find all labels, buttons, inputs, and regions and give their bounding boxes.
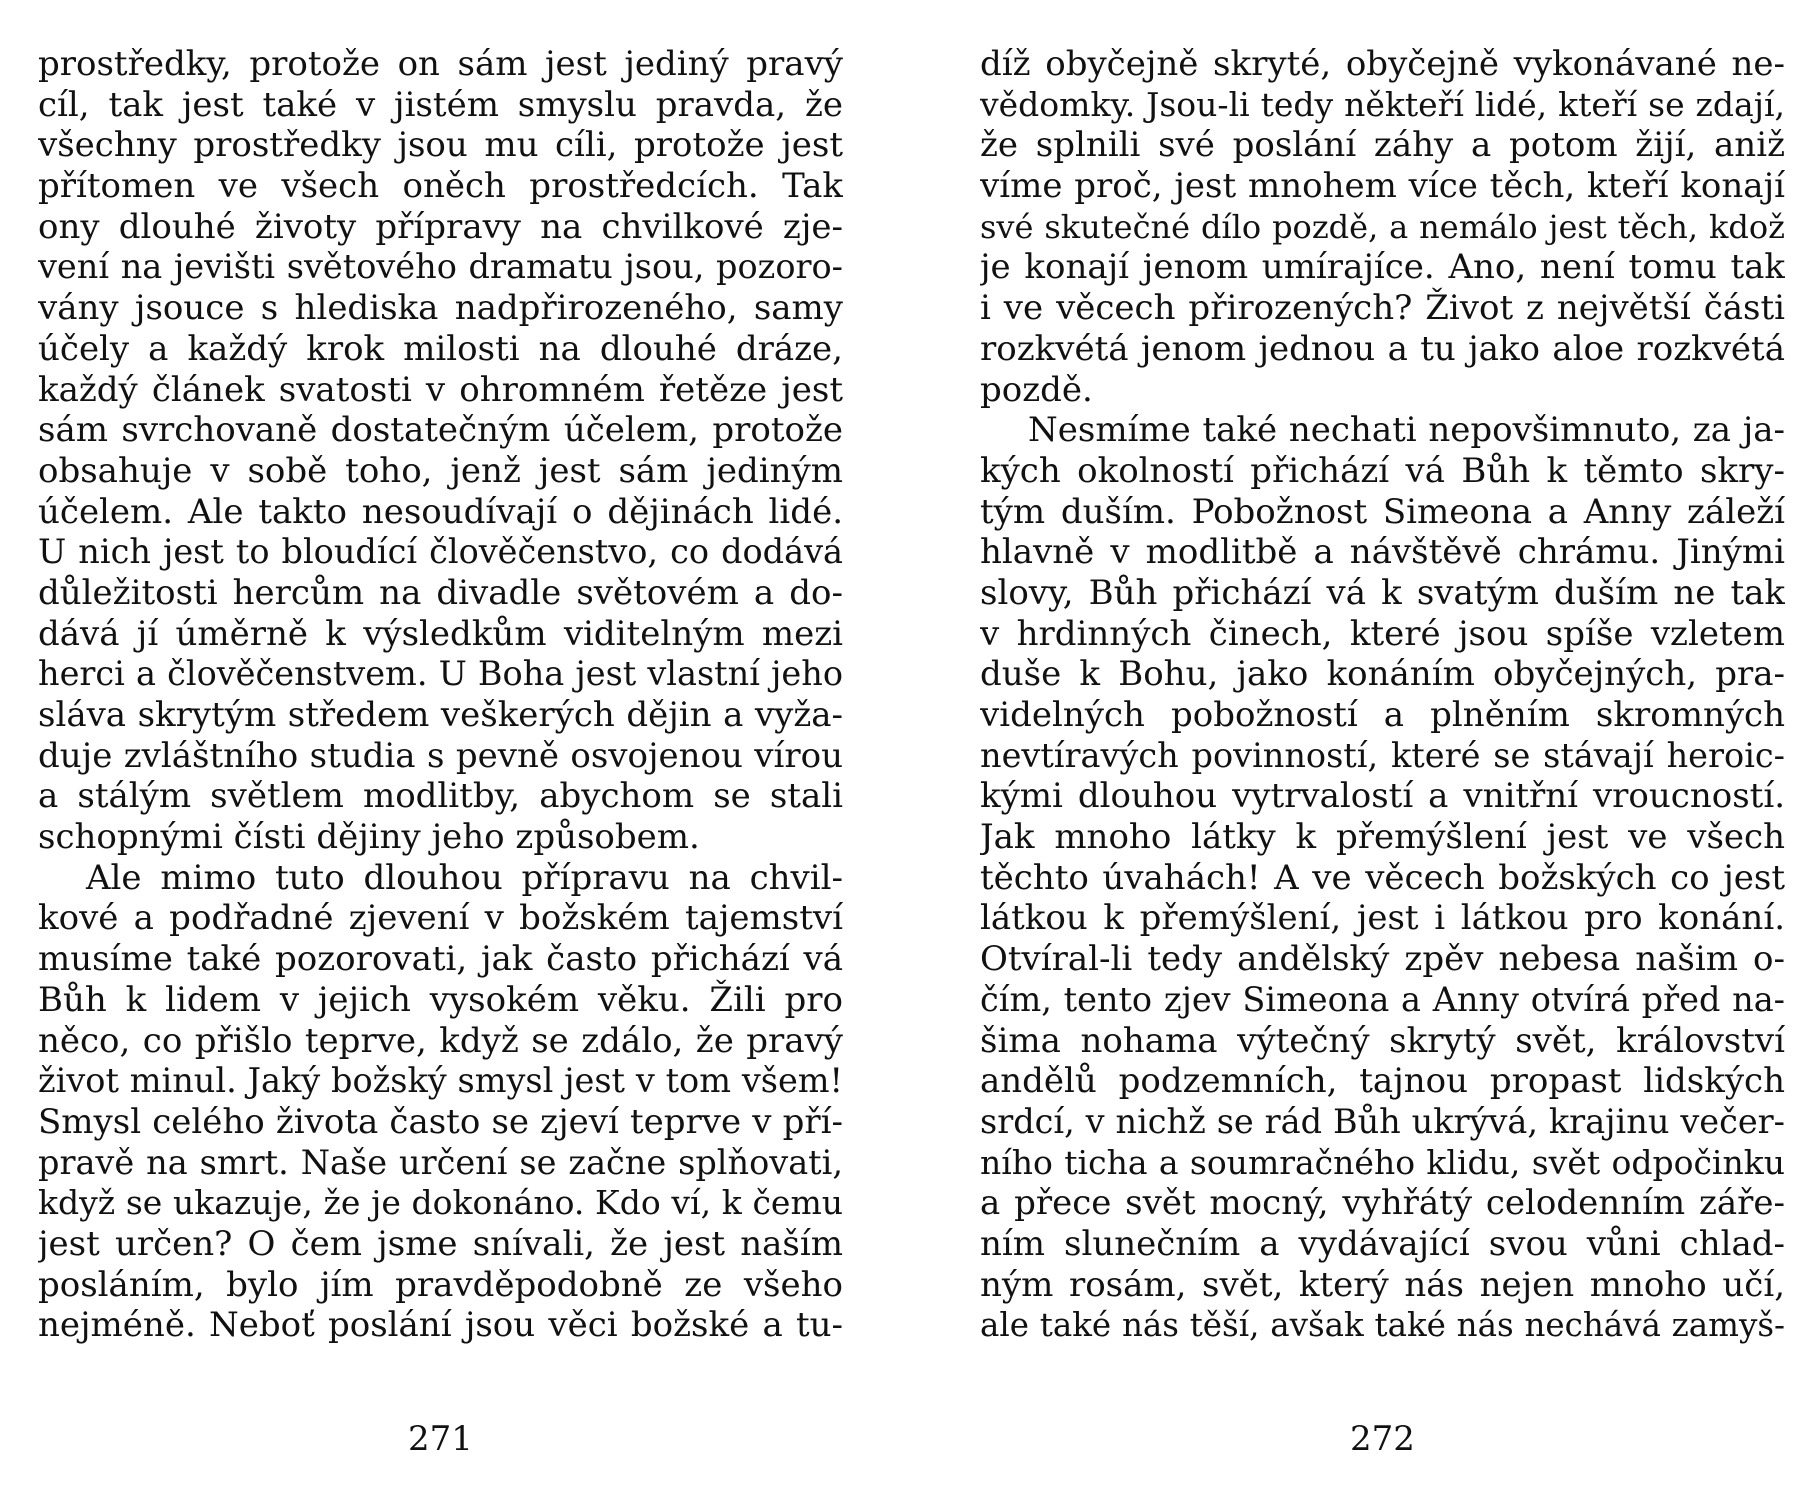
left-page-text: [38, 44, 843, 1369]
page-number: 271: [408, 1419, 473, 1459]
text-line: slovy, Bůh přichází vá k svatým duším ne tak: [980, 572, 1785, 613]
text-line: všechny prostředky jsou mu cíli, protože jest: [38, 125, 843, 166]
text-line: ale také nás těší, avšak také nás nechává zamyš-: [980, 1306, 1785, 1345]
text-line: a přece svět mocný, vyhřátý celodenním záře-: [980, 1183, 1785, 1224]
text-line: Ale mimo tuto dlouhou přípravu na chvil-: [86, 857, 843, 898]
text-line: kými dlouhou vytrvalostí a vnitřní vroucností.: [980, 776, 1785, 817]
text-line: srdcí, v nichž se rád Bůh ukrývá, krajinu večer-: [980, 1101, 1785, 1141]
text-line: účelem. Ale takto nesoudívají o dějinách lidé.: [38, 491, 843, 532]
text-line: důležitosti hercům na divadle světovém a do-: [38, 572, 843, 613]
text-line: rozkvétá jenom jednou a tu jako aloe rozkvétá: [980, 328, 1785, 369]
text-line: prostředky, protože on sám jest jediný pravý: [38, 44, 843, 84]
text-line: sláva skrytým středem veškerých dějin a vyža-: [38, 695, 843, 735]
text-line: účely a každý krok milosti na dlouhé dráze,: [38, 328, 843, 369]
text-line: Nesmíme také nechati nepovšimnuto, za ja-: [1028, 410, 1785, 451]
text-line: je konají jenom umírajíce. Ano, není tomu tak: [980, 247, 1785, 288]
text-line: nevtíravých povinností, které se stávají heroic-: [980, 735, 1785, 775]
text-line: sám svrchovaně dostatečným účelem, protože: [38, 410, 843, 451]
text-line: vení na jevišti světového dramatu jsou, pozoro-: [38, 247, 843, 287]
text-line: Jak mnoho látky k přemýšlení jest ve všech: [980, 817, 1785, 858]
text-line: vány jsouce s hlediska nadpřirozeného, samy: [38, 288, 843, 329]
text-line: ným rosám, svět, který nás nejen mnoho učí,: [980, 1264, 1785, 1305]
text-line: i ve věcech přirozených? Život z největší části: [980, 288, 1785, 329]
text-line: duše k Bohu, jako konáním obyčejných, pra-: [980, 654, 1785, 695]
text-line: nejméně. Neboť poslání jsou věci božské a tu-: [38, 1305, 843, 1346]
text-line: andělů podzemních, tajnou propast lidských: [980, 1061, 1785, 1102]
text-line: herci a člověčenstvem. U Boha jest vlastní jeho: [38, 654, 843, 694]
text-line: ním slunečním a vydávající svou vůni chlad-: [980, 1223, 1785, 1264]
text-line: něco, co přišlo teprve, když se zdálo, že pravý: [38, 1020, 843, 1061]
text-line: Smysl celého života často se zjeví teprve v pří-: [38, 1101, 843, 1142]
right-page: [980, 44, 1785, 1459]
text-line: šima nohama výtečný skrytý svět, království: [980, 1020, 1785, 1061]
text-line: pozdě.: [980, 369, 1093, 410]
text-line: díž obyčejně skryté, obyčejně vykonávané ne-: [980, 44, 1785, 84]
text-line: posláním, bylo jím pravděpodobně ze všeho: [38, 1264, 843, 1305]
text-line: víme proč, jest mnohem více těch, kteří konají: [980, 166, 1785, 207]
text-line: videlných pobožností a plněním skromných: [980, 695, 1785, 735]
text-line: kové a podřadné zjevení v božském tajemství: [38, 898, 843, 939]
text-line: a stálým světlem modlitby, abychom se stali: [38, 776, 843, 817]
text-line: v hrdinných činech, které jsou spíše vzletem: [980, 613, 1785, 654]
text-line: Bůh k lidem v jejich vysokém věku. Žili pro: [38, 979, 843, 1020]
text-line: jest určen? O čem jsme snívali, že jest naším: [38, 1223, 843, 1264]
text-line: cíl, tak jest také v jistém smyslu pravda, že: [38, 84, 843, 125]
text-line: čím, tento zjev Simeona a Anny otvírá před na-: [980, 979, 1785, 1019]
text-line: když se ukazuje, že je dokonáno. Kdo ví, k čemu: [38, 1183, 843, 1223]
text-line: kých okolností přichází vá Bůh k těmto skry-: [980, 450, 1785, 491]
text-line: musíme také pozorovati, jak často přichází vá: [38, 939, 843, 980]
text-line: že splnili své poslání záhy a potom žijí, aniž: [980, 125, 1785, 166]
left-page: [38, 44, 843, 1459]
text-line: látkou k přemýšlení, jest i látkou pro konání.: [980, 898, 1785, 939]
text-line: pravě na smrt. Naše určení se začne splňovati,: [38, 1142, 843, 1182]
text-line: své skutečné dílo pozdě, a nemálo jest těch, kdož: [980, 207, 1785, 246]
text-line: těchto úvahách! A ve věcech božských co jest: [980, 857, 1785, 898]
text-line: Otvíral-li tedy andělský zpěv nebesa našim o-: [980, 939, 1785, 980]
page-number: 272: [1350, 1419, 1415, 1459]
text-line: U nich jest to bloudící člověčenstvo, co dodává: [38, 532, 843, 572]
right-page-text: [980, 44, 1785, 1369]
text-line: obsahuje v sobě toho, jenž jest sám jediným: [38, 450, 843, 491]
text-line: přítomen ve všech oněch prostředcích. Tak: [38, 166, 843, 207]
text-line: tým duším. Pobožnost Simeona a Anny záleží: [980, 491, 1785, 532]
text-line: schopnými čísti dějiny jeho způsobem.: [38, 817, 700, 858]
text-line: dává jí úměrně k výsledkům viditelným mezi: [38, 613, 843, 654]
text-line: ony dlouhé životy přípravy na chvilkové zje-: [38, 206, 843, 247]
text-line: duje zvláštního studia s pevně osvojenou vírou: [38, 735, 843, 776]
text-line: hlavně v modlitbě a návštěvě chrámu. Jinými: [980, 532, 1785, 573]
text-line: život minul. Jaký božský smysl jest v tom všem!: [38, 1061, 843, 1101]
text-line: každý článek svatosti v ohromném řetěze jest: [38, 369, 843, 410]
text-line: vědomky. Jsou-li tedy někteří lidé, kteří se zdají,: [980, 84, 1785, 124]
text-line: ního ticha a soumračného klidu, svět odpočinku: [980, 1142, 1785, 1182]
